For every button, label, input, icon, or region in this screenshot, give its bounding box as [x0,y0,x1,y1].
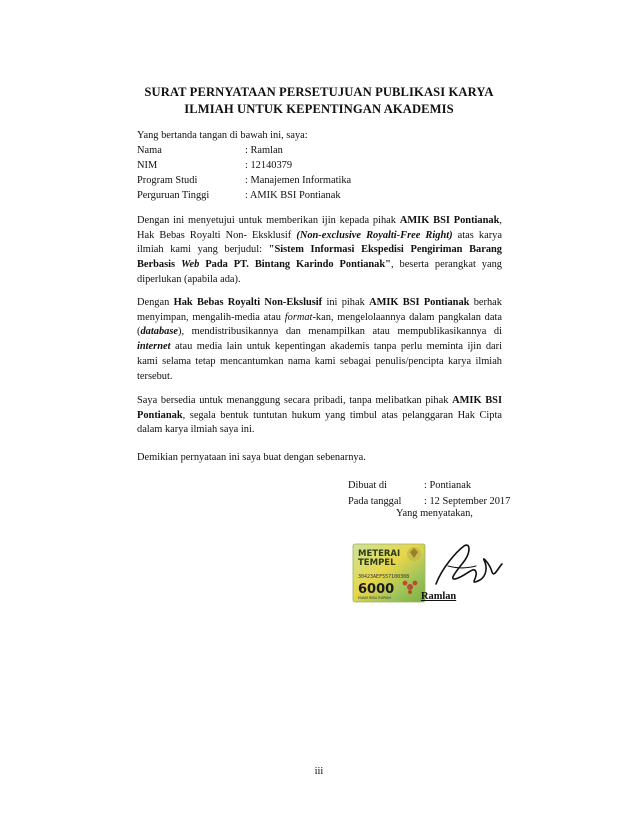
text: berhak menyimpan, mengalih-media atau [137,297,502,323]
identity-label: Program Studi [137,175,198,186]
identity-value: : AMIK BSI Pontianak [245,190,341,201]
text: Saya bersedia untuk menanggung secara pribadi, tanpa melibatkan pihak [137,395,453,406]
signature-value: : 12 September 2017 [424,496,511,507]
identity-value: : Ramlan [245,145,283,156]
term-database: database [140,326,178,338]
term-format: format [284,311,313,323]
identity-label: Perguruan Tinggi [137,190,210,201]
text: ), mendistribusikannya dan menampilkan atau mempublikasikannya di [178,326,502,338]
text: , Hak Bebas Royalti Non- Eksklusif [137,215,502,241]
text: Dengan [137,297,174,308]
stamp-line1: METERAI [358,549,401,559]
identity-table [137,143,351,203]
paragraph-closing: Demikian pernyataan ini saya buat dengan sebenarnya. [137,452,366,463]
signature-label: Dibuat di [348,480,387,491]
text: atau media lain untuk kepentingan akademis tanpa perlu meminta ijin dari kami selama tetap mencantumkan nama kami sebagai penulis/pencipta karya ilmiah tersebut. [137,341,502,382]
identity-row-university [137,188,351,203]
signature-place-date [348,478,510,510]
institution-name: AMIK BSI Pontianak [137,395,502,421]
institution-name: AMIK BSI Pontianak [399,215,500,226]
text: atas karya ilmiah kami yang berjudul: [137,229,502,256]
institution-name: AMIK BSI Pontianak [369,297,470,308]
signature-value: : Pontianak [424,480,472,491]
paragraph-liability [137,394,502,438]
identity-value: : Manajemen Informatika [245,175,352,186]
term-internet: internet [137,341,171,353]
text: Dengan ini menyetujui untuk memberikan ijin kepada pihak [137,215,400,226]
text: -kan, mengelolaannya dalam pangkalan data ( [137,311,502,338]
identity-value: : 12140379 [245,160,293,171]
stamp-serial: 30423AEF557100308 [358,574,410,580]
text: ini pihak [322,297,370,308]
stamp-line2: TEMPEL [358,558,396,568]
identity-label: Nama [137,145,162,156]
stated-by-text: Yang menyatakan, [396,508,473,519]
thesis-title-end: Pada PT. Bintang Karindo Pontianak" [199,259,391,271]
title-line-1: SURAT PERNYATAAN PERSETUJUAN PUBLIKASI KARYA [144,85,494,99]
identity-row-program [137,173,351,188]
identity-row-name [137,143,351,158]
stamp-amount: 6000 [358,582,395,597]
signer-name: Ramlan [421,591,457,602]
title-line-2: ILMIAH UNTUK KEPENTINGAN AKADEMIS [184,102,454,116]
license-term: Hak Bebas Royalti Non-Ekslusif [173,297,323,308]
signature-row-place [348,478,510,494]
intro-text: Yang bertanda tangan di bawah ini, saya: [137,130,308,141]
signature-label: Pada tanggal [348,496,402,507]
text: , beserta perangkat yang diperlukan (apabila ada). [137,259,503,285]
document-title [100,84,538,118]
paragraph-consent [137,214,502,288]
license-term: (Non-exclusive Royalti-Free Right) [296,229,453,241]
page-number: iii [314,766,324,777]
text: , segala bentuk tuntutan hukum yang timbul atas pelanggaran Hak Cipta dalam karya ilmiah saya ini. [137,409,502,436]
identity-row-nim [137,158,351,173]
thesis-title-web: Web [181,259,200,271]
thesis-title: "Sistem Informasi Ekspedisi Pengiriman Barang Berbasis [137,244,502,271]
handwritten-signature [436,545,502,584]
paragraph-rights [137,296,502,384]
identity-label: NIM [137,160,158,171]
stamp-subtext: ENAM RIBU RUPIAH [358,596,391,600]
